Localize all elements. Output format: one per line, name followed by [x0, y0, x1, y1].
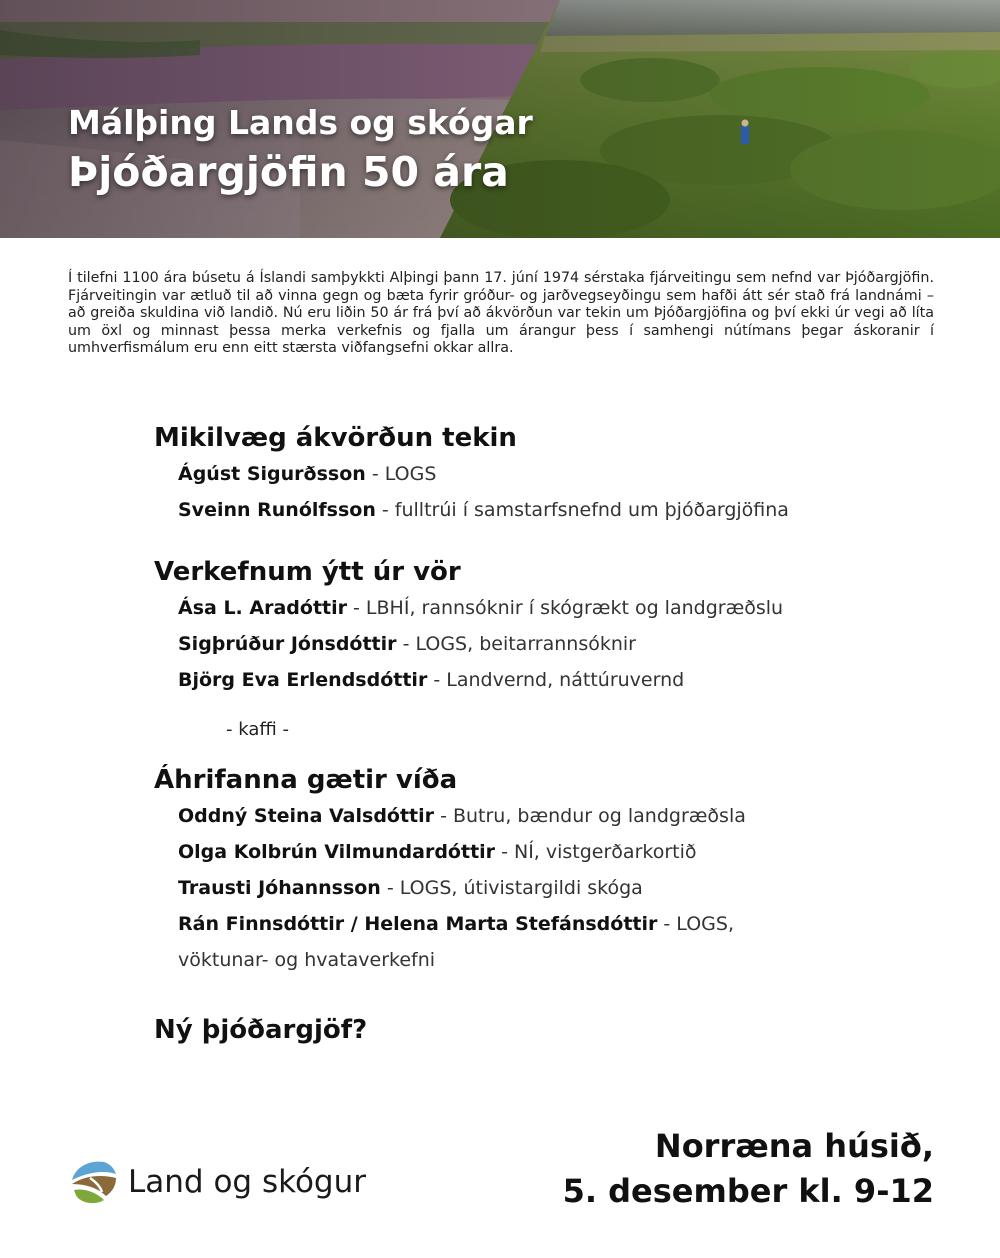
header-banner	[0, 0, 1000, 238]
speaker-name: Sveinn Runólfsson	[178, 499, 376, 521]
section-title: Verkefnum ýtt úr vör	[154, 557, 461, 587]
speaker-role-continuation: vöktunar- og hvataverkefni	[178, 949, 436, 971]
speaker-name: Trausti Jóhannsson	[178, 877, 381, 899]
title-line-1: Málþing Lands og skógar	[68, 103, 533, 142]
speaker-item	[178, 906, 954, 942]
organization-logo	[70, 1158, 366, 1206]
venue-name: Norræna húsið,	[654, 1127, 934, 1165]
speaker-list	[178, 590, 954, 698]
speaker-name: Oddný Steina Valsdóttir	[178, 805, 435, 827]
section-title: Mikilvæg ákvörðun tekin	[154, 423, 517, 453]
speaker-role: - fulltrúi í samstarfsnefnd um þjóðargjöfina	[375, 499, 789, 521]
speaker-item	[178, 870, 954, 906]
speaker-name: Ása L. Aradóttir	[178, 597, 347, 619]
event-date-time: 5. desember kl. 9-12	[562, 1172, 934, 1210]
speaker-role: - LOGS,	[657, 913, 734, 935]
speaker-name: Björg Eva Erlendsdóttir	[178, 669, 428, 691]
speaker-role: - NÍ, vistgerðarkortið	[495, 841, 697, 863]
program-section	[154, 762, 954, 978]
title-line-2: Þjóðargjöfin 50 ára	[68, 148, 509, 196]
speaker-role: - Butru, bændur og landgræðsla	[434, 805, 746, 827]
speaker-role: - Landvernd, náttúruvernd	[427, 669, 685, 691]
section-title: Áhrifanna gætir víða	[154, 765, 458, 795]
program-section	[154, 420, 954, 528]
speaker-item	[178, 798, 954, 834]
speaker-role: - LOGS	[365, 463, 437, 485]
speaker-item	[178, 626, 954, 662]
program-section	[154, 554, 954, 698]
program-list	[154, 420, 954, 1048]
speaker-item	[178, 662, 954, 698]
speaker-item	[178, 492, 954, 528]
speaker-name: Rán Finnsdóttir / Helena Marta Stefánsdóttir	[178, 913, 658, 935]
land-og-skogur-logo-icon	[70, 1158, 118, 1206]
speaker-name: Ágúst Sigurðsson	[178, 463, 366, 485]
section-title: Ný þjóðargjöf?	[154, 1015, 368, 1045]
speaker-role: - LBHÍ, rannsóknir í skógrækt og landgræðslu	[347, 597, 784, 619]
speaker-item	[178, 590, 954, 626]
speaker-item	[178, 834, 954, 870]
speaker-item	[178, 456, 954, 492]
event-venue-date	[563, 1124, 934, 1214]
coffee-break: - kaffi -	[226, 719, 289, 740]
speaker-role: - LOGS, beitarrannsóknir	[396, 633, 636, 655]
speaker-list	[178, 456, 954, 528]
page-title	[68, 100, 533, 198]
speaker-role: - LOGS, útivistargildi skóga	[380, 877, 643, 899]
speaker-list	[178, 798, 954, 978]
logo-text: Land og skógur	[128, 1164, 366, 1200]
program-section	[154, 1012, 954, 1048]
speaker-name: Sigþrúður Jónsdóttir	[178, 633, 397, 655]
speaker-name: Olga Kolbrún Vilmundardóttir	[178, 841, 496, 863]
intro-paragraph: Í tilefni 1100 ára búsetu á Íslandi samþykkti Alþingi þann 17. júní 1974 sérstaka fjárveitingu sem nefnd var Þjóðargjöfin. Fjárveitingin var ætluð til að vinna gegn og bæta fyrir gróður- og jarðvegseyðingu sem hafði átt sér stað frá landnámi – að greiða skuldina við landið. Nú eru liðin 50 ár frá því að ákvörðun var tekin um Þjóðargjöfina og því ekki úr vegi að líta um öxl og minnast þessa merka verkefnis og fjalla um árangur þess í samhengi nútímans þegar áskoranir í umhverfismálum eru enn eitt stærsta viðfangsefni okkar allra.	[68, 270, 934, 357]
